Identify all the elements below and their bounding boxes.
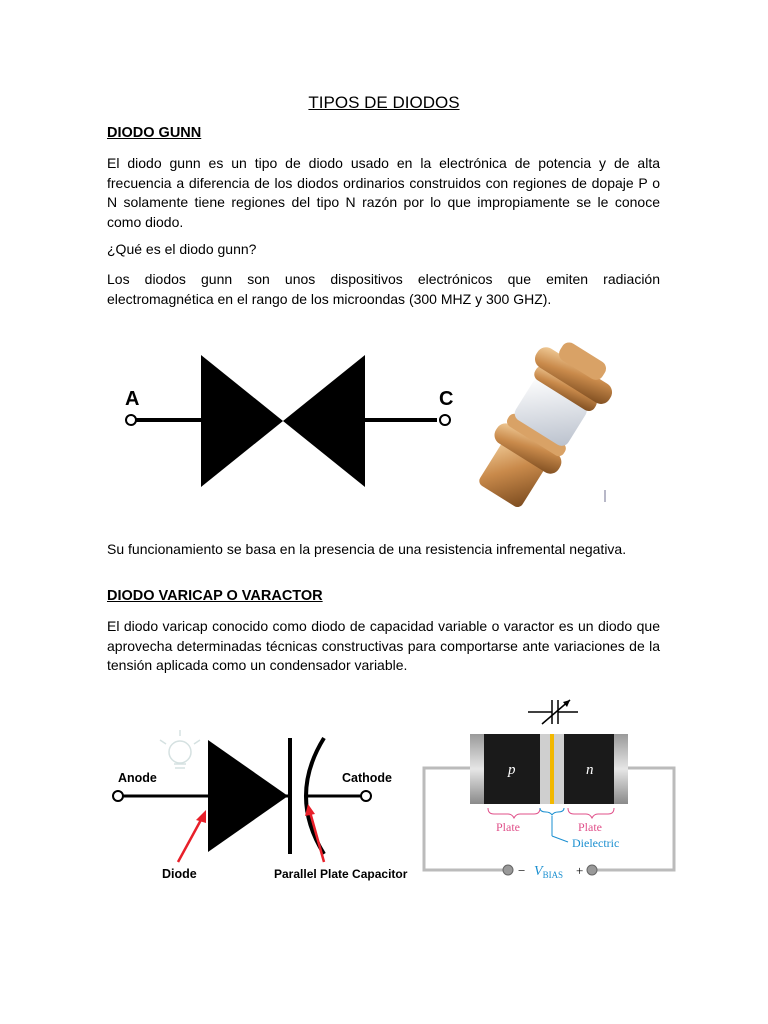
gunn-question: ¿Qué es el diodo gunn? (107, 241, 257, 257)
plate-left-label: Plate (496, 820, 520, 834)
n-region-label: n (586, 762, 594, 778)
varactor-structure-diagram (418, 690, 680, 880)
plate-right-label: Plate (578, 820, 602, 834)
page-title: TIPOS DE DIODOS (308, 93, 460, 112)
vbias-label: $V_{BIAS}$ (534, 864, 564, 880)
cathode-label: Cathode (342, 771, 392, 785)
dielectric-label: Dielectric (572, 836, 620, 850)
heading-diodo-gunn: DIODO GUNN (107, 125, 202, 141)
minus-sign: − (518, 863, 526, 878)
terminal-label-c: C (439, 388, 454, 410)
gunn-paragraph-2: Los diodos gunn son unos dispositivos electrónicos que emiten radiación electromagnética en el rango de los microondas (300 MHZ y 300 GHZ). (107, 271, 660, 307)
gunn-paragraph-3: Su funcionamiento se basa en la presencia de una resistencia infremental negativa. (107, 541, 627, 557)
anode-label: Anode (118, 771, 157, 785)
capacitor-label: Parallel Plate Capacitor (274, 867, 408, 881)
gunn-paragraph-1: El diodo gunn es un tipo de diodo usado en la electrónica de potencia y de alta frecuencia a diferencia de los diodos ordinarios construidos con regiones de dopaje P o N solamente tiene regiones del tipo N razón por lo que impropiamente se le conoce como diodo. (107, 155, 660, 230)
p-region-label: p (508, 762, 516, 778)
varicap-symbol-diagram (110, 722, 410, 892)
gunn-diode-symbol (115, 345, 460, 495)
terminal-label-a: A (125, 388, 140, 410)
gunn-diode-photo (470, 335, 620, 513)
plus-sign: + (576, 863, 584, 878)
diode-label: Diode (162, 867, 197, 881)
varicap-paragraph-1: El diodo varicap conocido como diodo de capacidad variable o varactor es un diodo que aprovecha determinadas técnicas constructivas para comportarse ante variaciones de la tensión aplicada como un condensador variable. (107, 618, 660, 673)
heading-diodo-varicap: DIODO VARICAP O VARACTOR (107, 588, 323, 604)
